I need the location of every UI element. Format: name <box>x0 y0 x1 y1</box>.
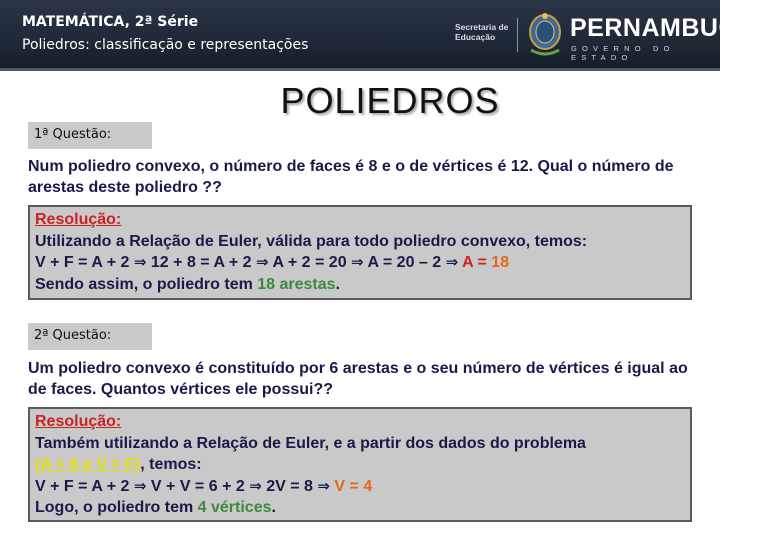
given-data: (A = 6 e V = F) <box>35 456 141 473</box>
answer-1-conclusion <box>35 274 690 296</box>
answer-2-title: Resolução: <box>35 413 122 430</box>
answer-2-conclusion <box>35 497 690 519</box>
question-2-label: 2ª Questão: <box>28 323 152 350</box>
implies-icon: ⇒ <box>445 253 459 271</box>
answer-1-title: Resolução: <box>35 211 122 228</box>
conclusion-2-post: . <box>271 499 276 516</box>
pernambuco-logo: PERNAMBUCO <box>570 14 757 42</box>
eq1-part2: 12 + 8 = A + 2 <box>150 254 252 271</box>
implies-icon: ⇒ <box>256 253 269 271</box>
eq2-result: V = 4 <box>334 477 373 495</box>
implies-icon: ⇒ <box>133 476 147 495</box>
question-1-text: Num poliedro convexo, o número de faces é 8 e o de vértices é 12. Qual o número de arestas deste poliedro ?? <box>28 158 674 196</box>
given-post: , temos: <box>140 456 202 473</box>
eq2-part3: 2V = 8 <box>266 477 313 495</box>
answer-2-box <box>28 407 692 522</box>
page-title: POLIEDROS <box>280 80 500 121</box>
conclusion-1-highlight: 18 arestas <box>257 275 336 293</box>
implies-icon: ⇒ <box>317 476 330 495</box>
answer-2-given-line <box>35 454 690 476</box>
implies-icon: ⇒ <box>133 253 147 271</box>
governo-label: GOVERNO DO ESTADO <box>571 44 675 62</box>
eq1-part4: A = 20 – 2 <box>367 254 442 271</box>
eq1-result-value: 18 <box>491 254 510 271</box>
subject-title: MATEMÁTICA, 2ª Série <box>22 14 199 30</box>
eq2-part1: V + F = A + 2 <box>35 477 130 495</box>
answer-1-line1: Utilizando a Relação de Euler, válida para todo poliedro convexo, temos: <box>35 232 588 250</box>
conclusion-2-pre: Logo, o poliedro tem <box>35 499 198 516</box>
eq1-part1: V + F = A + 2 <box>35 254 130 271</box>
conclusion-1-post: . <box>335 275 341 293</box>
topic-subtitle: Poliedros: classificação e representações <box>22 37 309 53</box>
answer-1-box <box>28 205 692 300</box>
answer-2-equation <box>35 476 690 498</box>
implies-icon: ⇒ <box>249 476 262 495</box>
secretaria-label: Secretaria de Educação <box>455 22 509 42</box>
eq1-result-label: A = <box>462 254 492 271</box>
question-1-label: 1ª Questão: <box>28 122 152 149</box>
answer-1-equation <box>35 252 690 274</box>
implies-icon: ⇒ <box>351 253 364 271</box>
logo-divider <box>517 18 518 52</box>
question-2-text: Um poliedro convexo é constituído por 6 arestas e o seu número de vértices é igual ao de faces. Quantos vértices ele possui?? <box>28 360 688 398</box>
answer-2-line1: Também utilizando a Relação de Euler, e a partir dos dados do problema <box>35 434 586 452</box>
eq1-part3: A + 2 = 20 <box>272 254 347 271</box>
conclusion-1-pre: Sendo assim, o poliedro tem <box>35 275 258 293</box>
header-accent-line <box>0 68 720 71</box>
eq2-part2: V + V = 6 + 2 <box>150 477 245 495</box>
state-seal-icon <box>525 10 565 58</box>
conclusion-2-highlight: 4 vértices <box>197 499 272 516</box>
